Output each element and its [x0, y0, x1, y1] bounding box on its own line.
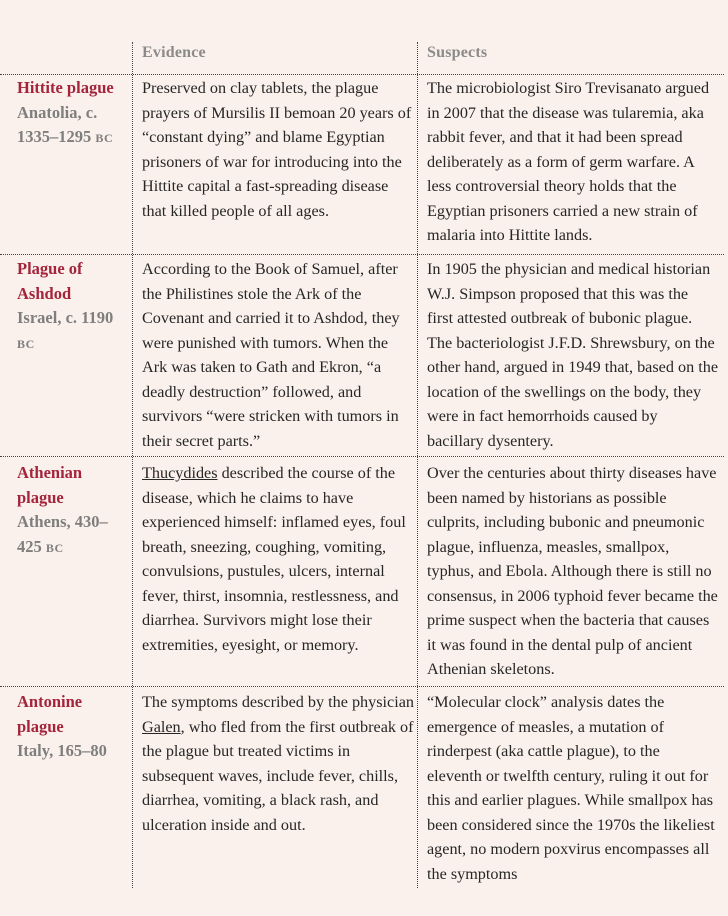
row-label-hittite: [17, 76, 129, 151]
row-divider-2: [0, 456, 724, 457]
galen-link[interactable]: Galen: [142, 717, 181, 736]
row-divider-1: [0, 254, 724, 255]
column-header-evidence: Evidence: [142, 44, 206, 61]
suspects-cell: “Molecular clock” analysis dates the emergence of measles, a mutation of rinderpest (aka cattle plague), to the eleventh or twelfth century, ruling it out for this and earlier plagues. While smallpox has been considered since the 1970s the likeliest agent, no modern poxvirus encompasses all the symptoms: [427, 693, 715, 883]
row-label-athenian: [17, 461, 129, 560]
column-divider-1: [132, 42, 133, 888]
plague-name: Plague of Ashdod: [17, 259, 83, 303]
row-label-ashdod: [17, 257, 129, 356]
row-label-antonine: [17, 690, 129, 764]
plague-name: Hittite plague: [17, 78, 114, 97]
plague-name: Athenian plague: [17, 463, 83, 507]
evidence-cell: According to the Book of Samuel, after the Philistines stole the Ark of the Covenant and carried it to Ashdod, they were punished with tumors. When the Ark was taken to Gath and Ekron, “a deadly destruction” followed, and survivors “were stricken with tumors in their secret parts.”: [142, 260, 400, 450]
suspects-cell: In 1905 the physician and medical historian W.J. Simpson proposed that this was the first attested outbreak of bubonic plague. The bacteriologist J.F.D. Shrewsbury, on the other hand, argued in 1949 that, based on the location of the swellings on the body, they were in fact hemorrhoids caused by bacillary dysentery.: [427, 260, 719, 450]
plague-place-date: Italy, 165–80: [17, 741, 107, 760]
column-header-suspects: Suspects: [427, 44, 488, 61]
row-divider-header: [0, 74, 724, 75]
plague-place-date: Athens, 430–425 BC: [17, 512, 108, 556]
evidence-cell: Thucydides described the course of the disease, which he claims to have experienced himself: inflamed eyes, foul breath, sneezing, coughing, vomiting, convulsions, pustules, ulcers, internal fever, thirst, insomnia, restlessness, and diarrhea. Survivors might lose their extremities, eyesight, or memory.: [142, 464, 406, 654]
plague-place-date: Israel, c. 1190 BC: [17, 308, 114, 351]
column-divider-2: [417, 42, 418, 888]
plague-place-date: Anatolia, c. 1335–1295 BC: [17, 102, 114, 146]
plague-name: Antonine plague: [17, 692, 83, 736]
thucydides-link[interactable]: Thucydides: [142, 464, 218, 482]
suspects-cell: Over the centuries about thirty diseases have been named by historians as possible culprits, including bubonic and pneumonic plague, influenza, measles, smallpox, typhus, and Ebola. Although there is still no consensus, in 2006 typhoid fever became the prime suspect when the bacteria that causes it was found in the dental pulp of ancient Athenian skeletons.: [427, 464, 718, 678]
evidence-cell: The symptoms described by the physician Galen, who fled from the first outbreak of the plague but treated victims in subsequent waves, include fever, chills, diarrhea, vomiting, a black rash, and ulceration inside and out.: [142, 693, 414, 834]
row-divider-3: [0, 686, 724, 687]
evidence-cell: Preserved on clay tablets, the plague prayers of Mursilis II bemoan 20 years of “constant dying” and blame Egyptian prisoners of war for introducing into the Hittite capital a fast-spreading disease that killed people of all ages.: [142, 79, 412, 220]
suspects-cell: The microbiologist Siro Trevisanato argued in 2007 that the disease was tularemia, aka rabbit fever, and that it had been spread deliberately as a form of germ warfare. A less controversial theory holds that the Egyptian prisoners carried a new strain of malaria into Hittite lands.: [427, 79, 710, 244]
